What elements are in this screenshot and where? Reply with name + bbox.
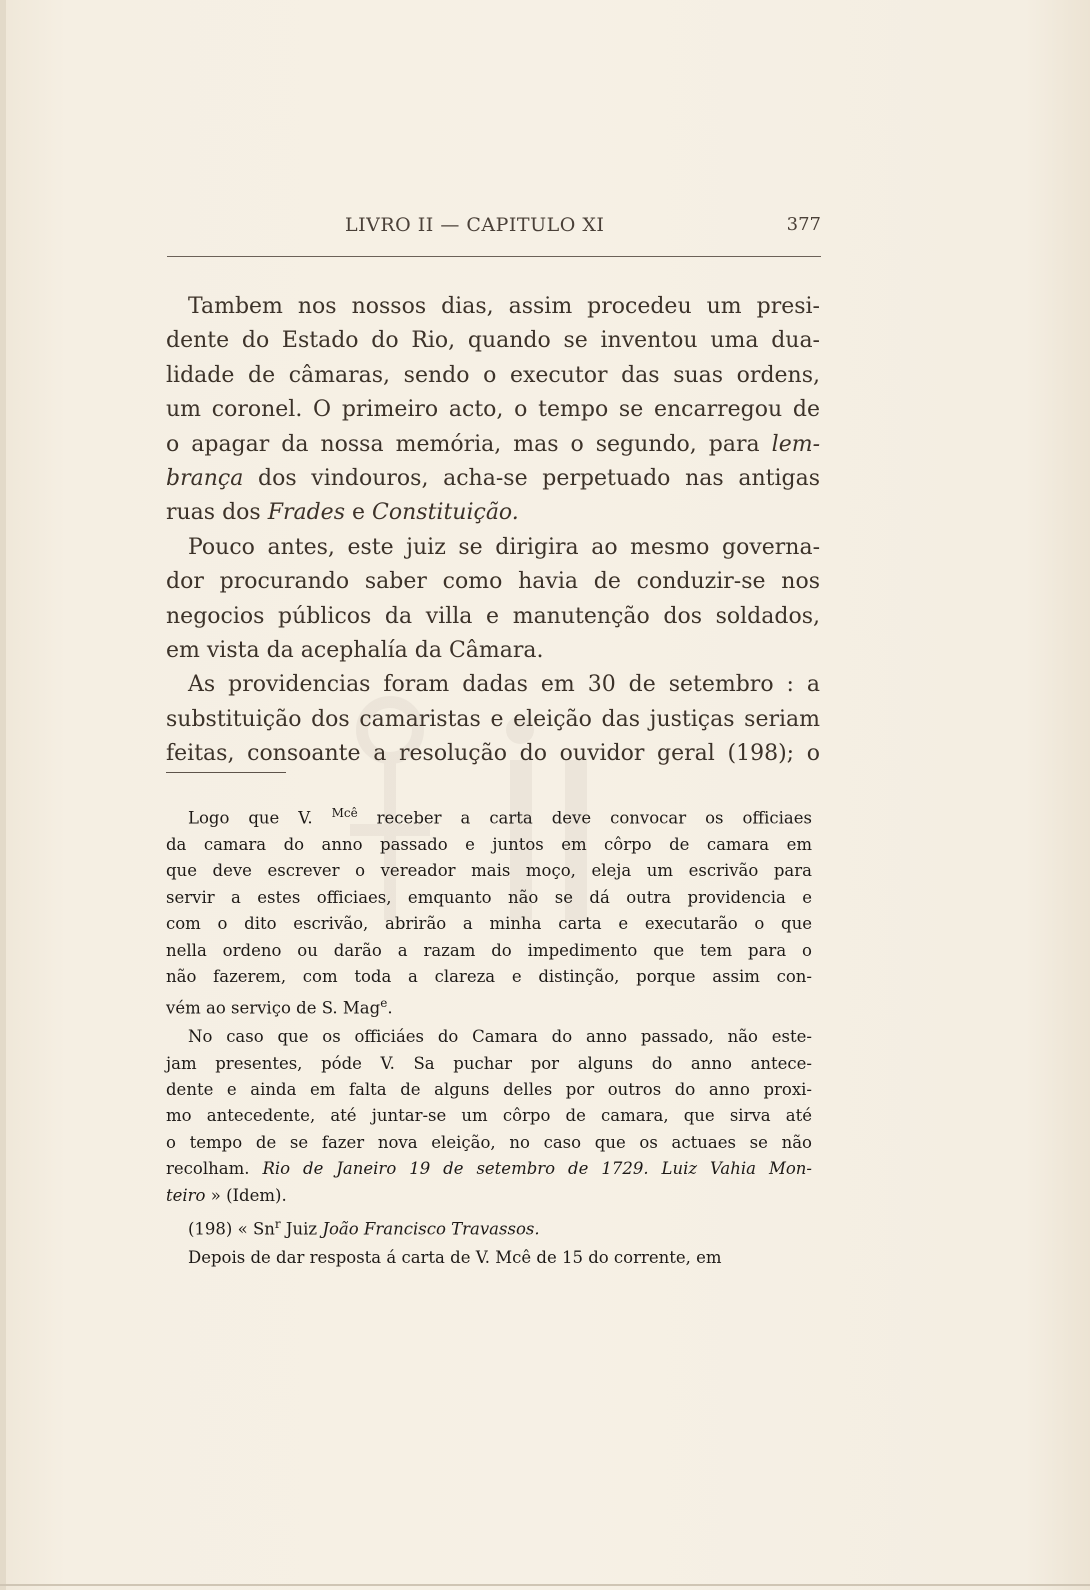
footnote-paragraph (166, 1211, 812, 1243)
footnote-line (166, 990, 812, 1022)
footnote-line: No caso que os officiáes do Camara do anno passado, não este- (188, 1027, 812, 1047)
text-segment: recolham. (166, 1159, 250, 1179)
header-title: LIVRO II — CAPITULO XI (345, 214, 605, 236)
italic-signature: Rio de Janeiro 19 de setembro de 1729. Luiz Vahia Mon- (262, 1159, 812, 1179)
text-line: feitas, consoante a resolução do ouvidor geral (198); o (166, 741, 820, 767)
footnote-rule (166, 772, 286, 773)
page-bottom-edge (0, 1584, 1090, 1586)
footnote-line: não fazerem, com toda a clareza e distinção, porque assim con- (166, 966, 812, 986)
text-segment: . (387, 998, 393, 1018)
text-segment: receber a carta deve convocar os officiaes (376, 808, 813, 828)
text-segment: e (352, 500, 366, 526)
text-line (166, 428, 820, 462)
main-text (166, 290, 820, 772)
abbreviation: r (274, 1217, 281, 1232)
footnote-line: com o dito escrivão, abrirão a minha carta e executarão o que (166, 914, 812, 934)
text-segment: o apagar da nossa memória, mas o segundo, para (166, 431, 760, 457)
text-line: As providencias foram dadas em 30 de setembro : a (188, 672, 820, 698)
text-line: lidade de câmaras, sendo o executor das suas ordens, (166, 362, 820, 388)
page-edge (0, 0, 6, 1590)
footnote-line: o tempo de se fazer nova eleição, no caso que os actuaes se não (166, 1132, 812, 1152)
street-name: Constituição. (372, 500, 519, 526)
text-line: dor procurando saber como havia de conduzir-se nos (166, 569, 820, 595)
footnote-line (166, 1183, 812, 1209)
text-segment: vém ao serviço de S. Mag (166, 998, 381, 1018)
footnote-line: servir a estes officiaes, emquanto não se dá outra providencia e (166, 887, 812, 907)
footnote-line: da camara do anno passado e juntos em côrpo de camara em (166, 834, 812, 854)
footnote-paragraph (166, 800, 812, 1022)
italic-signature: teiro (166, 1185, 206, 1205)
italic-name: João Francisco Travassos. (322, 1219, 540, 1239)
abbreviation: Mcê (331, 806, 358, 820)
footnote-line: dente e ainda em falta de alguns delles por outros do anno proxi- (166, 1080, 812, 1100)
text-segment: » (Idem). (210, 1185, 287, 1205)
running-header (165, 214, 821, 244)
footnote-line: mo antecedente, até juntar-se um côrpo de camara, que sirva até (166, 1106, 812, 1126)
footnote-line (166, 1051, 812, 1077)
footnote-paragraph (166, 1245, 812, 1271)
italic-term: brança (166, 466, 244, 492)
text-line (166, 496, 820, 530)
text-line: um coronel. O primeiro acto, o tempo se encarregou de (166, 397, 820, 423)
footnote-paragraph (166, 1024, 812, 1209)
header-rule (167, 256, 821, 257)
text-line: Tambem nos nossos dias, assim procedeu um presi- (188, 294, 820, 319)
text-segment: Juiz (285, 1219, 318, 1239)
text-line: dente do Estado do Rio, quando se inventou uma dua- (166, 328, 820, 354)
text-line: negocios públicos da villa e manutenção dos soldados, (166, 603, 820, 629)
footnote-line: que deve escrever o vereador mais moço, eleja um escrivão para (166, 861, 812, 881)
italic-term: lem- (771, 431, 821, 457)
footnotes (166, 800, 812, 1271)
text-segment: ruas dos (166, 500, 261, 526)
text-segment: dos vindouros, acha-se perpetuado nas antigas (258, 466, 820, 492)
footnote-line: Depois de dar resposta á carta de V. Mcê de 15 do corrente, em (188, 1248, 722, 1267)
footnote-marker: (198) « Sn (188, 1219, 275, 1239)
abbreviation: e (380, 996, 388, 1011)
page-number: 377 (786, 214, 821, 235)
text-line: Pouco antes, este juiz se dirigira ao mesmo governa- (188, 534, 820, 560)
text-line (166, 462, 820, 496)
footnote-line (166, 1156, 812, 1182)
footnote-line (166, 1211, 812, 1243)
text-segment: jam presentes, póde V. (166, 1053, 395, 1073)
abbreviation: Sa (413, 1053, 435, 1073)
text-line: em vista da acephalía da Câmara. (166, 638, 544, 664)
footnote-line: nella ordeno ou darão a razam do impedimento que tem para o (166, 940, 812, 960)
text-segment: Logo que V. (188, 808, 313, 828)
street-name: Frades (267, 500, 345, 526)
footnote-line (166, 800, 812, 832)
text-line: substituição dos camaristas e eleição das justiças seriam (166, 706, 820, 732)
text-segment: puchar por alguns do anno antece- (453, 1053, 813, 1073)
